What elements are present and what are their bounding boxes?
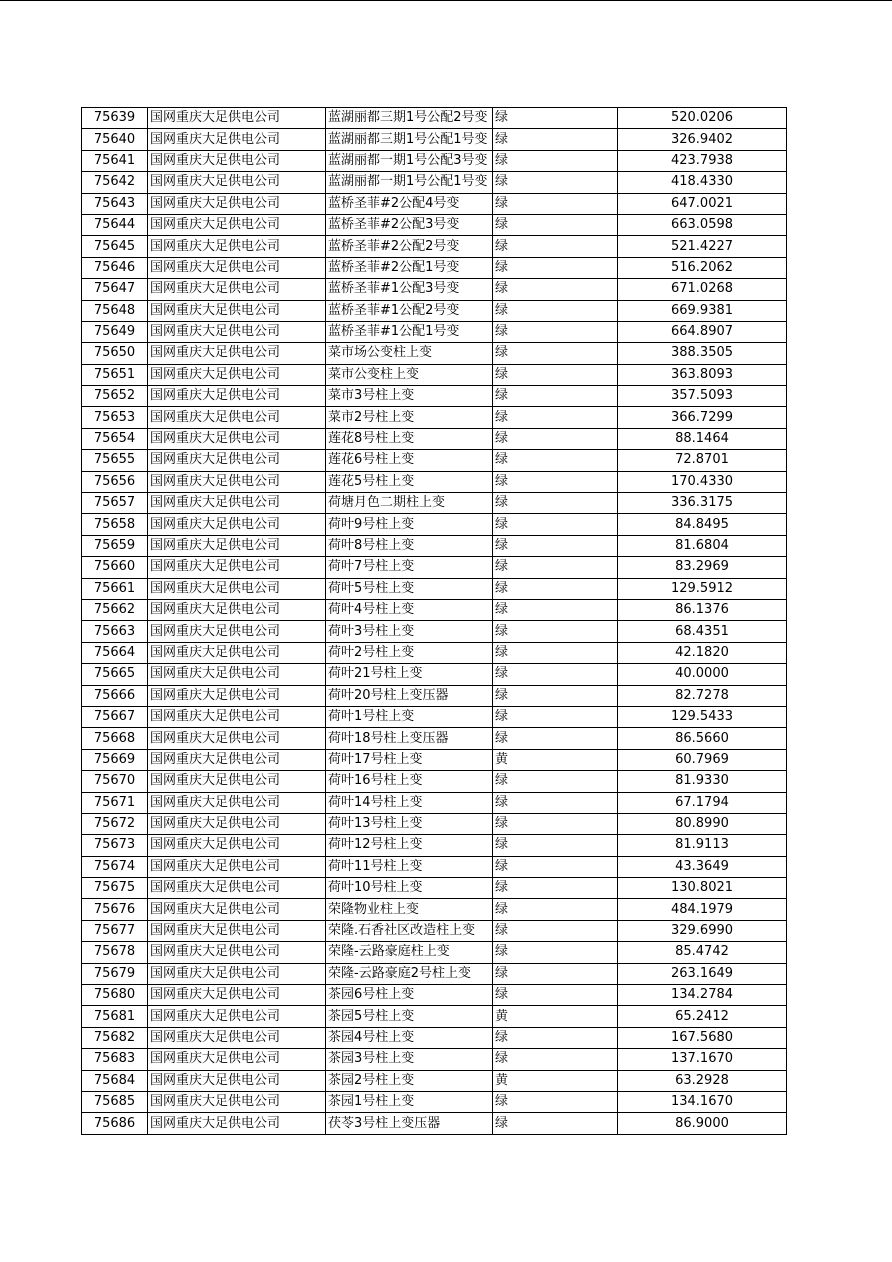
table-row <box>82 878 787 899</box>
row-id-cell: 75652 <box>82 386 148 407</box>
table-row <box>82 578 787 599</box>
row-id-cell: 75644 <box>82 214 148 235</box>
company-cell: 国网重庆大足供电公司 <box>148 920 326 941</box>
table-row <box>82 1113 787 1134</box>
transformer-name-cell: 莲花5号柱上变 <box>326 471 493 492</box>
company-cell: 国网重庆大足供电公司 <box>148 129 326 150</box>
status-cell: 绿 <box>493 813 618 834</box>
row-id-cell: 75674 <box>82 856 148 877</box>
transformer-name-cell: 荷叶20号柱上变压器 <box>326 685 493 706</box>
company-cell: 国网重庆大足供电公司 <box>148 771 326 792</box>
company-cell: 国网重庆大足供电公司 <box>148 963 326 984</box>
status-cell: 绿 <box>493 364 618 385</box>
table-row <box>82 1091 787 1112</box>
value-cell: 72.8701 <box>618 450 787 471</box>
value-cell: 388.3505 <box>618 343 787 364</box>
value-cell: 81.9330 <box>618 771 787 792</box>
company-cell: 国网重庆大足供电公司 <box>148 728 326 749</box>
company-cell: 国网重庆大足供电公司 <box>148 428 326 449</box>
status-cell: 绿 <box>493 642 618 663</box>
transformer-name-cell: 荷叶1号柱上变 <box>326 706 493 727</box>
company-cell: 国网重庆大足供电公司 <box>148 150 326 171</box>
row-id-cell: 75679 <box>82 963 148 984</box>
status-cell: 绿 <box>493 1027 618 1048</box>
transformer-name-cell: 菜市2号柱上变 <box>326 407 493 428</box>
value-cell: 129.5433 <box>618 706 787 727</box>
row-id-cell: 75683 <box>82 1049 148 1070</box>
transformer-name-cell: 荷叶3号柱上变 <box>326 621 493 642</box>
company-cell: 国网重庆大足供电公司 <box>148 108 326 129</box>
transformer-name-cell: 茶园2号柱上变 <box>326 1070 493 1091</box>
transformer-name-cell: 茶园6号柱上变 <box>326 985 493 1006</box>
status-cell: 绿 <box>493 514 618 535</box>
table-row <box>82 706 787 727</box>
transformer-name-cell: 荷叶11号柱上变 <box>326 856 493 877</box>
transformer-name-cell: 荷叶21号柱上变 <box>326 664 493 685</box>
status-cell: 黄 <box>493 1006 618 1027</box>
value-cell: 43.3649 <box>618 856 787 877</box>
company-cell: 国网重庆大足供电公司 <box>148 279 326 300</box>
row-id-cell: 75639 <box>82 108 148 129</box>
value-cell: 418.4330 <box>618 172 787 193</box>
table-row <box>82 364 787 385</box>
row-id-cell: 75648 <box>82 300 148 321</box>
table-row <box>82 1070 787 1091</box>
table-body <box>82 108 787 1135</box>
row-id-cell: 75670 <box>82 771 148 792</box>
status-cell: 绿 <box>493 728 618 749</box>
value-cell: 88.1464 <box>618 428 787 449</box>
company-cell: 国网重庆大足供电公司 <box>148 942 326 963</box>
value-cell: 60.7969 <box>618 749 787 770</box>
status-cell: 绿 <box>493 621 618 642</box>
row-id-cell: 75671 <box>82 792 148 813</box>
company-cell: 国网重庆大足供电公司 <box>148 407 326 428</box>
row-id-cell: 75646 <box>82 257 148 278</box>
transformer-name-cell: 茶园4号柱上变 <box>326 1027 493 1048</box>
company-cell: 国网重庆大足供电公司 <box>148 792 326 813</box>
table-row <box>82 236 787 257</box>
row-id-cell: 75653 <box>82 407 148 428</box>
transformer-name-cell: 荷叶7号柱上变 <box>326 557 493 578</box>
table-row <box>82 771 787 792</box>
company-cell: 国网重庆大足供电公司 <box>148 300 326 321</box>
transformer-name-cell: 蓝桥圣菲#2公配2号变 <box>326 236 493 257</box>
value-cell: 130.8021 <box>618 878 787 899</box>
table-row <box>82 386 787 407</box>
table-row <box>82 193 787 214</box>
table-row <box>82 942 787 963</box>
company-cell: 国网重庆大足供电公司 <box>148 193 326 214</box>
table-row <box>82 835 787 856</box>
transformer-name-cell: 荷叶10号柱上变 <box>326 878 493 899</box>
transformer-name-cell: 蓝桥圣菲#1公配2号变 <box>326 300 493 321</box>
value-cell: 137.1670 <box>618 1049 787 1070</box>
table-row <box>82 1027 787 1048</box>
status-cell: 绿 <box>493 557 618 578</box>
company-cell: 国网重庆大足供电公司 <box>148 1070 326 1091</box>
row-id-cell: 75673 <box>82 835 148 856</box>
transformer-name-cell: 荷叶18号柱上变压器 <box>326 728 493 749</box>
table-row <box>82 813 787 834</box>
status-cell: 绿 <box>493 257 618 278</box>
status-cell: 绿 <box>493 706 618 727</box>
row-id-cell: 75647 <box>82 279 148 300</box>
table-row <box>82 321 787 342</box>
status-cell: 黄 <box>493 1070 618 1091</box>
company-cell: 国网重庆大足供电公司 <box>148 749 326 770</box>
transformer-name-cell: 莲花6号柱上变 <box>326 450 493 471</box>
value-cell: 82.7278 <box>618 685 787 706</box>
value-cell: 68.4351 <box>618 621 787 642</box>
status-cell: 绿 <box>493 792 618 813</box>
row-id-cell: 75661 <box>82 578 148 599</box>
status-cell: 绿 <box>493 300 618 321</box>
transformer-name-cell: 莲花8号柱上变 <box>326 428 493 449</box>
value-cell: 366.7299 <box>618 407 787 428</box>
status-cell: 绿 <box>493 279 618 300</box>
transformer-name-cell: 荷叶5号柱上变 <box>326 578 493 599</box>
status-cell: 绿 <box>493 535 618 556</box>
company-cell: 国网重庆大足供电公司 <box>148 642 326 663</box>
transformer-name-cell: 荣隆-云路豪庭2号柱上变 <box>326 963 493 984</box>
value-cell: 647.0021 <box>618 193 787 214</box>
row-id-cell: 75664 <box>82 642 148 663</box>
company-cell: 国网重庆大足供电公司 <box>148 1049 326 1070</box>
table-row <box>82 664 787 685</box>
transformer-name-cell: 茶园1号柱上变 <box>326 1091 493 1112</box>
row-id-cell: 75668 <box>82 728 148 749</box>
value-cell: 516.2062 <box>618 257 787 278</box>
table-row <box>82 899 787 920</box>
company-cell: 国网重庆大足供电公司 <box>148 856 326 877</box>
row-id-cell: 75686 <box>82 1113 148 1134</box>
row-id-cell: 75655 <box>82 450 148 471</box>
transformer-name-cell: 蓝桥圣菲#1公配3号变 <box>326 279 493 300</box>
transformer-name-cell: 茶园3号柱上变 <box>326 1049 493 1070</box>
row-id-cell: 75650 <box>82 343 148 364</box>
transformer-name-cell: 菜市场公变柱上变 <box>326 343 493 364</box>
transformer-name-cell: 荷叶13号柱上变 <box>326 813 493 834</box>
company-cell: 国网重庆大足供电公司 <box>148 172 326 193</box>
transformer-name-cell: 茯苓3号柱上变压器 <box>326 1113 493 1134</box>
status-cell: 绿 <box>493 450 618 471</box>
company-cell: 国网重庆大足供电公司 <box>148 450 326 471</box>
row-id-cell: 75649 <box>82 321 148 342</box>
transformer-name-cell: 蓝湖丽都三期1号公配1号变 <box>326 129 493 150</box>
company-cell: 国网重庆大足供电公司 <box>148 471 326 492</box>
value-cell: 86.1376 <box>618 599 787 620</box>
row-id-cell: 75666 <box>82 685 148 706</box>
status-cell: 绿 <box>493 899 618 920</box>
value-cell: 84.8495 <box>618 514 787 535</box>
transformer-name-cell: 荷叶2号柱上变 <box>326 642 493 663</box>
transformer-name-cell: 荷叶17号柱上变 <box>326 749 493 770</box>
value-cell: 83.2969 <box>618 557 787 578</box>
value-cell: 86.5660 <box>618 728 787 749</box>
status-cell: 绿 <box>493 835 618 856</box>
row-id-cell: 75657 <box>82 493 148 514</box>
value-cell: 167.5680 <box>618 1027 787 1048</box>
value-cell: 42.1820 <box>618 642 787 663</box>
company-cell: 国网重庆大足供电公司 <box>148 1006 326 1027</box>
transformer-name-cell: 荣隆物业柱上变 <box>326 899 493 920</box>
row-id-cell: 75676 <box>82 899 148 920</box>
row-id-cell: 75662 <box>82 599 148 620</box>
value-cell: 520.0206 <box>618 108 787 129</box>
company-cell: 国网重庆大足供电公司 <box>148 899 326 920</box>
status-cell: 绿 <box>493 321 618 342</box>
row-id-cell: 75643 <box>82 193 148 214</box>
row-id-cell: 75658 <box>82 514 148 535</box>
company-cell: 国网重庆大足供电公司 <box>148 878 326 899</box>
value-cell: 521.4227 <box>618 236 787 257</box>
row-id-cell: 75660 <box>82 557 148 578</box>
company-cell: 国网重庆大足供电公司 <box>148 257 326 278</box>
data-table <box>81 107 787 1135</box>
status-cell: 绿 <box>493 386 618 407</box>
value-cell: 134.1670 <box>618 1091 787 1112</box>
table-row <box>82 214 787 235</box>
value-cell: 81.9113 <box>618 835 787 856</box>
value-cell: 664.8907 <box>618 321 787 342</box>
status-cell: 绿 <box>493 920 618 941</box>
company-cell: 国网重庆大足供电公司 <box>148 706 326 727</box>
transformer-name-cell: 荷塘月色二期柱上变 <box>326 493 493 514</box>
status-cell: 绿 <box>493 578 618 599</box>
company-cell: 国网重庆大足供电公司 <box>148 813 326 834</box>
row-id-cell: 75656 <box>82 471 148 492</box>
status-cell: 绿 <box>493 172 618 193</box>
table-row <box>82 514 787 535</box>
row-id-cell: 75681 <box>82 1006 148 1027</box>
value-cell: 326.9402 <box>618 129 787 150</box>
table-row <box>82 279 787 300</box>
table-row <box>82 621 787 642</box>
table-row <box>82 920 787 941</box>
transformer-name-cell: 茶园5号柱上变 <box>326 1006 493 1027</box>
row-id-cell: 75654 <box>82 428 148 449</box>
table-row <box>82 300 787 321</box>
value-cell: 81.6804 <box>618 535 787 556</box>
table-row <box>82 172 787 193</box>
status-cell: 绿 <box>493 150 618 171</box>
value-cell: 63.2928 <box>618 1070 787 1091</box>
value-cell: 67.1794 <box>618 792 787 813</box>
company-cell: 国网重庆大足供电公司 <box>148 835 326 856</box>
table-row <box>82 685 787 706</box>
company-cell: 国网重庆大足供电公司 <box>148 214 326 235</box>
value-cell: 134.2784 <box>618 985 787 1006</box>
value-cell: 663.0598 <box>618 214 787 235</box>
status-cell: 绿 <box>493 985 618 1006</box>
row-id-cell: 75677 <box>82 920 148 941</box>
table-row <box>82 471 787 492</box>
table-row <box>82 557 787 578</box>
company-cell: 国网重庆大足供电公司 <box>148 343 326 364</box>
table-row <box>82 108 787 129</box>
table-row <box>82 728 787 749</box>
company-cell: 国网重庆大足供电公司 <box>148 599 326 620</box>
value-cell: 671.0268 <box>618 279 787 300</box>
table-row <box>82 450 787 471</box>
status-cell: 绿 <box>493 942 618 963</box>
status-cell: 绿 <box>493 471 618 492</box>
table-row <box>82 428 787 449</box>
status-cell: 绿 <box>493 1091 618 1112</box>
row-id-cell: 75685 <box>82 1091 148 1112</box>
company-cell: 国网重庆大足供电公司 <box>148 664 326 685</box>
status-cell: 绿 <box>493 407 618 428</box>
status-cell: 绿 <box>493 878 618 899</box>
status-cell: 黄 <box>493 749 618 770</box>
status-cell: 绿 <box>493 856 618 877</box>
status-cell: 绿 <box>493 108 618 129</box>
status-cell: 绿 <box>493 343 618 364</box>
status-cell: 绿 <box>493 428 618 449</box>
transformer-name-cell: 荷叶14号柱上变 <box>326 792 493 813</box>
row-id-cell: 75641 <box>82 150 148 171</box>
value-cell: 484.1979 <box>618 899 787 920</box>
status-cell: 绿 <box>493 685 618 706</box>
table-row <box>82 257 787 278</box>
table-row <box>82 792 787 813</box>
value-cell: 669.9381 <box>618 300 787 321</box>
table-row <box>82 1049 787 1070</box>
table-row <box>82 343 787 364</box>
value-cell: 85.4742 <box>618 942 787 963</box>
row-id-cell: 75663 <box>82 621 148 642</box>
company-cell: 国网重庆大足供电公司 <box>148 514 326 535</box>
company-cell: 国网重庆大足供电公司 <box>148 1027 326 1048</box>
transformer-name-cell: 蓝湖丽都三期1号公配2号变 <box>326 108 493 129</box>
row-id-cell: 75669 <box>82 749 148 770</box>
status-cell: 绿 <box>493 493 618 514</box>
company-cell: 国网重庆大足供电公司 <box>148 236 326 257</box>
transformer-name-cell: 蓝桥圣菲#2公配1号变 <box>326 257 493 278</box>
table-row <box>82 535 787 556</box>
company-cell: 国网重庆大足供电公司 <box>148 685 326 706</box>
transformer-name-cell: 蓝湖丽都一期1号公配1号变 <box>326 172 493 193</box>
value-cell: 263.1649 <box>618 963 787 984</box>
status-cell: 绿 <box>493 129 618 150</box>
table-row <box>82 985 787 1006</box>
status-cell: 绿 <box>493 1049 618 1070</box>
row-id-cell: 75645 <box>82 236 148 257</box>
company-cell: 国网重庆大足供电公司 <box>148 985 326 1006</box>
table-row <box>82 963 787 984</box>
transformer-name-cell: 荣隆.石香社区改造柱上变 <box>326 920 493 941</box>
transformer-name-cell: 荣隆-云路豪庭柱上变 <box>326 942 493 963</box>
company-cell: 国网重庆大足供电公司 <box>148 1091 326 1112</box>
table-row <box>82 642 787 663</box>
value-cell: 423.7938 <box>618 150 787 171</box>
value-cell: 80.8990 <box>618 813 787 834</box>
value-cell: 336.3175 <box>618 493 787 514</box>
status-cell: 绿 <box>493 236 618 257</box>
transformer-name-cell: 菜市公变柱上变 <box>326 364 493 385</box>
status-cell: 绿 <box>493 599 618 620</box>
company-cell: 国网重庆大足供电公司 <box>148 321 326 342</box>
transformer-name-cell: 荷叶16号柱上变 <box>326 771 493 792</box>
transformer-name-cell: 荷叶9号柱上变 <box>326 514 493 535</box>
row-id-cell: 75667 <box>82 706 148 727</box>
row-id-cell: 75640 <box>82 129 148 150</box>
transformer-name-cell: 菜市3号柱上变 <box>326 386 493 407</box>
value-cell: 357.5093 <box>618 386 787 407</box>
table-row <box>82 856 787 877</box>
transformer-name-cell: 荷叶4号柱上变 <box>326 599 493 620</box>
company-cell: 国网重庆大足供电公司 <box>148 535 326 556</box>
table-row <box>82 493 787 514</box>
table-row <box>82 599 787 620</box>
table-row <box>82 1006 787 1027</box>
row-id-cell: 75651 <box>82 364 148 385</box>
value-cell: 40.0000 <box>618 664 787 685</box>
value-cell: 86.9000 <box>618 1113 787 1134</box>
row-id-cell: 75672 <box>82 813 148 834</box>
value-cell: 65.2412 <box>618 1006 787 1027</box>
transformer-name-cell: 蓝桥圣菲#1公配1号变 <box>326 321 493 342</box>
transformer-name-cell: 蓝湖丽都一期1号公配3号变 <box>326 150 493 171</box>
row-id-cell: 75680 <box>82 985 148 1006</box>
company-cell: 国网重庆大足供电公司 <box>148 621 326 642</box>
table-row <box>82 150 787 171</box>
value-cell: 129.5912 <box>618 578 787 599</box>
company-cell: 国网重庆大足供电公司 <box>148 364 326 385</box>
row-id-cell: 75678 <box>82 942 148 963</box>
table-row <box>82 407 787 428</box>
status-cell: 绿 <box>493 963 618 984</box>
status-cell: 绿 <box>493 1113 618 1134</box>
company-cell: 国网重庆大足供电公司 <box>148 386 326 407</box>
page-top-rule <box>0 0 892 1</box>
status-cell: 绿 <box>493 771 618 792</box>
status-cell: 绿 <box>493 193 618 214</box>
company-cell: 国网重庆大足供电公司 <box>148 1113 326 1134</box>
row-id-cell: 75675 <box>82 878 148 899</box>
row-id-cell: 75684 <box>82 1070 148 1091</box>
table-row <box>82 749 787 770</box>
row-id-cell: 75665 <box>82 664 148 685</box>
row-id-cell: 75659 <box>82 535 148 556</box>
value-cell: 363.8093 <box>618 364 787 385</box>
row-id-cell: 75682 <box>82 1027 148 1048</box>
company-cell: 国网重庆大足供电公司 <box>148 578 326 599</box>
company-cell: 国网重庆大足供电公司 <box>148 493 326 514</box>
transformer-name-cell: 荷叶12号柱上变 <box>326 835 493 856</box>
status-cell: 绿 <box>493 664 618 685</box>
row-id-cell: 75642 <box>82 172 148 193</box>
value-cell: 329.6990 <box>618 920 787 941</box>
value-cell: 170.4330 <box>618 471 787 492</box>
transformer-name-cell: 蓝桥圣菲#2公配4号变 <box>326 193 493 214</box>
status-cell: 绿 <box>493 214 618 235</box>
company-cell: 国网重庆大足供电公司 <box>148 557 326 578</box>
table-row <box>82 129 787 150</box>
transformer-name-cell: 荷叶8号柱上变 <box>326 535 493 556</box>
transformer-name-cell: 蓝桥圣菲#2公配3号变 <box>326 214 493 235</box>
